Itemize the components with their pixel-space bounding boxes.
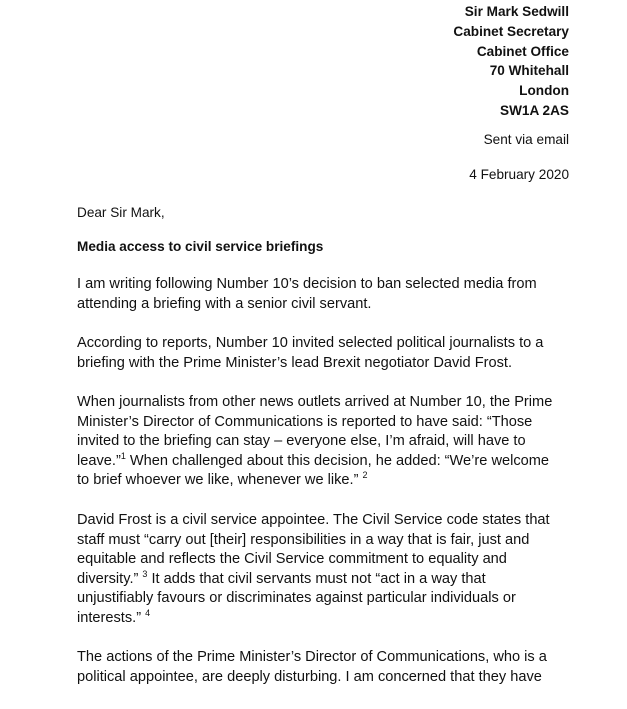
text-fragment: leave.”: [77, 452, 121, 469]
paragraph-line: invited to the briefing can stay – everyone else, I’m afraid, will have to: [77, 433, 526, 450]
footnote-marker-2[interactable]: 2: [362, 470, 368, 481]
recipient-office: Cabinet Office: [476, 43, 569, 59]
paragraph-line: The actions of the Prime Minister’s Director of Communications, who is a: [77, 649, 547, 665]
recipient-postcode: SW1A 2AS: [500, 102, 569, 118]
paragraph-line: staff must “carry out [their] responsibilities in a way that is fair, just and: [77, 531, 530, 548]
subject-line: Media access to civil service briefings: [77, 239, 324, 254]
letter-date: 4 February 2020: [469, 167, 569, 182]
paragraph-2: [77, 334, 577, 373]
paragraph-line: Minister’s Director of Communications is reported to have said: “Those: [77, 413, 533, 430]
recipient-name: Sir Mark Sedwill: [464, 4, 569, 19]
paragraph-line: [77, 570, 577, 590]
recipient-address: [453, 2, 569, 121]
text-fragment: diversity.”: [77, 570, 143, 587]
paragraph-line: attending a briefing with a senior civil servant.: [77, 295, 372, 312]
paragraph-line: equitable and reflects the Civil Service commitment to equality and: [77, 551, 507, 568]
footnote-marker-1[interactable]: 1: [120, 450, 126, 461]
paragraph-1: [77, 275, 577, 314]
recipient-title: Cabinet Secretary: [453, 23, 569, 39]
text-fragment: interests.”: [77, 609, 146, 626]
sent-via: Sent via email: [483, 132, 569, 147]
footnote-marker-3[interactable]: 3: [142, 568, 148, 579]
paragraph-line: [77, 471, 577, 491]
footnote-marker-4[interactable]: 4: [145, 607, 151, 618]
text-fragment: When challenged about this decision, he added: “We’re welcome: [125, 452, 550, 469]
paragraph-line: briefing with the Prime Minister’s lead Brexit negotiator David Frost.: [77, 354, 513, 371]
paragraph-line: According to reports, Number 10 invited selected political journalists to a: [77, 335, 544, 351]
paragraph-line: I am writing following Number 10’s decision to ban selected media from: [77, 276, 537, 292]
salutation: Dear Sir Mark,: [77, 205, 165, 220]
recipient-city: London: [519, 83, 569, 99]
text-fragment: to brief whoever we like, whenever we like.”: [77, 472, 363, 489]
paragraph-line: unjustifiably favours or discriminates against particular individuals or: [77, 590, 516, 607]
paragraph-5: [77, 648, 577, 687]
paragraph-line: When journalists from other news outlets arrived at Number 10, the Prime: [77, 394, 553, 410]
paragraph-line: [77, 609, 577, 629]
paragraph-4: [77, 511, 577, 629]
paragraph-line: political appointee, are deeply disturbing. I am concerned that they have: [77, 668, 542, 685]
paragraph-3: [77, 393, 577, 491]
paragraph-line: [77, 452, 577, 472]
text-fragment: It adds that civil servants must not “act in a way that: [147, 570, 486, 587]
paragraph-line: David Frost is a civil service appointee. The Civil Service code states that: [77, 512, 550, 528]
recipient-street: 70 Whitehall: [489, 63, 569, 79]
